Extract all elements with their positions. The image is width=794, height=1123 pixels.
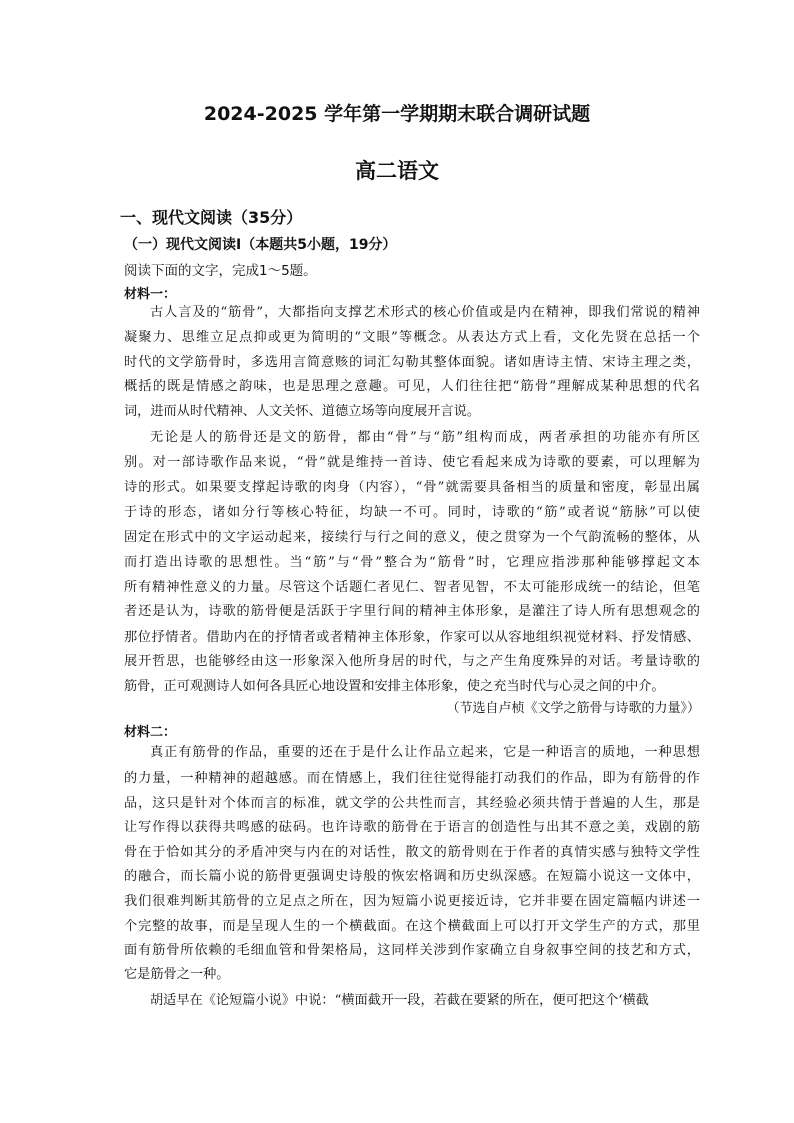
- paragraph-line: 骨在于恰如其分的矛盾冲突与内在的对话性，散文的筋骨则在于作者的真情实感与独特文学性: [124, 845, 700, 860]
- paragraph-line: 它是筋骨之一种。: [124, 967, 230, 982]
- paragraph-line: 时代的文学筋骨时，多选用言简意赅的词汇勾勒其整体面貌。诸如唐诗主情、宋诗主理之类，: [124, 355, 700, 370]
- paragraph-line: 真正有筋骨的作品，重要的还在于是什么让作品立起来，它是一种语言的质地，一种思想: [150, 745, 700, 760]
- section-heading: 一、现代文阅读（35分）: [120, 208, 303, 227]
- paragraph-line: 那位抒情者。借助内在的抒情者或者精神主体形象，作家可以从容地组织视觉材料、抒发情感、: [124, 630, 700, 645]
- paragraph-line: 面有筋骨所依赖的毛细血管和骨架格局，这同样关涉到作家确立自身叙事空间的技艺和方式，: [124, 943, 700, 958]
- subsection-heading: （一）现代文阅读Ⅰ（本题共5小题，19分）: [124, 237, 397, 253]
- paragraph-line: 筋骨，正可观测诗人如何各具匠心地设置和安排主体形象，使之充当时代与心灵之间的中介。: [124, 679, 665, 694]
- material-one-source: （节选自卢桢《文学之筋骨与诗歌的力量》）: [446, 701, 700, 716]
- paragraph-line: 概括的既是情感之韵味，也是思理之意趣。可见，人们往往把“筋骨”理解成某种思想的代名: [124, 379, 700, 394]
- paragraph-line: 的力量，一种精神的超越感。而在情感上，我们往往觉得能打动我们的作品，即为有筋骨的作: [124, 771, 700, 786]
- paragraph-line: 古人言及的“筋骨”，大都指向支撑艺术形式的核心价值或是内在精神，即我们常说的精神: [150, 305, 700, 320]
- paragraph-line: 诗的形式。如果要支撑起诗歌的肉身（内容），“骨”就需要具备相当的质量和密度，彰显出属: [124, 480, 700, 495]
- paragraph-line: 我们很难判断其筋骨的立足点之所在，因为短篇小说更接近诗，它并非要在固定篇幅内讲述一: [124, 894, 700, 909]
- paragraph-line: 胡适早在《论短篇小说》中说：“横面截开一段，若截在要紧的所在，便可把这个‘横截: [150, 993, 649, 1008]
- paragraph-line: 的融合，而长篇小说的筋骨更强调史诗般的恢宏格调和历史纵深感。在短篇小说这一文体中，: [124, 869, 700, 884]
- paragraph-line: 固定在形式中的文字运动起来，接续行与行之间的意义，使之贯穿为一个气韵流畅的整体，从: [124, 530, 700, 545]
- material-one-label: 材料一：: [124, 287, 177, 302]
- paragraph-line: 者还是认为，诗歌的筋骨便是活跃于字里行间的精神主体形象，是灌注了诗人所有思想观念的: [124, 604, 700, 619]
- paragraph-line: 凝聚力、思维立足点抑或更为简明的“文眼”等概念。从表达方式上看，文化先贤在总括一个: [124, 330, 700, 345]
- exam-subtitle: 高二语文: [355, 159, 439, 183]
- paragraph-line: 让写作得以获得共鸣感的砝码。也许诗歌的筋骨在于语言的创造性与出其不意之美，戏剧的筋: [124, 820, 700, 835]
- paragraph-line: 所有精神性意义的力量。尽管这个话题仁者见仁、智者见智，不太可能形成统一的结论，但笔: [124, 580, 700, 595]
- material-two-label: 材料二：: [124, 725, 177, 740]
- paragraph-line: 别。对一部诗歌作品来说，“骨”就是维持一首诗、使它看起来成为诗歌的要素，可以理解为: [124, 455, 700, 470]
- reading-instruction: 阅读下面的文字，完成1～5题。: [124, 263, 317, 279]
- paragraph-line: 展开哲思，也能够经由这一形象深入他所身居的时代，与之产生角度殊异的对话。考量诗歌的: [124, 654, 700, 669]
- paragraph-line: 词，进而从时代精神、人文关怀、道德立场等向度展开言说。: [124, 404, 481, 419]
- paragraph-line: 品，这只是针对个体而言的标准，就文学的公共性而言，其经验必须共情于普遍的人生，那是: [124, 796, 700, 811]
- exam-title: 2024-2025 学年第一学期期末联合调研试题: [203, 103, 591, 125]
- paragraph-line: 无论是人的筋骨还是文的筋骨，都由“骨”与“筋”组构而成，两者承担的功能亦有所区: [150, 430, 700, 445]
- paragraph-line: 于诗的形态，诸如分行等核心特征，均缺一不可。同时，诗歌的“筋”或者说“筋脉”可以使: [124, 505, 700, 520]
- paragraph-line: 个完整的故事，而是呈现人生的一个横截面。在这个横截面上可以打开文学生产的方式，那里: [124, 919, 700, 934]
- paragraph-line: 而打造出诗歌的思想性。当“筋”与“骨”整合为“筋骨”时，它理应指涉那种能够撑起文本: [124, 555, 700, 570]
